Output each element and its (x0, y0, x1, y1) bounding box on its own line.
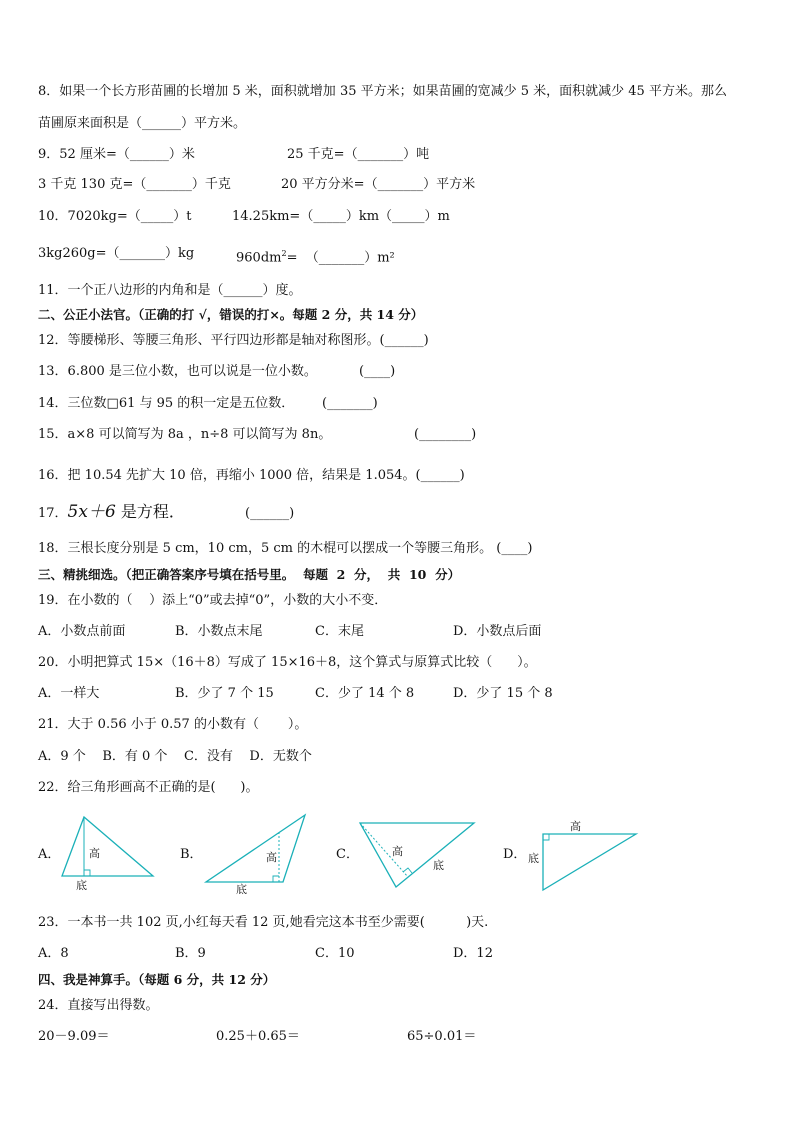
q9-c: 3 千克 130 克=（_______）千克 (38, 177, 231, 192)
section-3-title: 三、精挑细选。（把正确答案序号填在括号里。 每题 2 分， 共 10 分） (38, 567, 461, 582)
section-4-title: 四、我是神算手。（每题 6 分，共 12 分） (38, 972, 276, 987)
q14-blank: (_______) (322, 396, 378, 411)
triangle-labels (76, 819, 581, 896)
triangle-b-height-label: 高 (266, 851, 277, 864)
triangle-c-height-label: 高 (392, 845, 403, 858)
q20-option-b: B．少了 7 个 15 (175, 686, 274, 701)
q17-expression: 5x＋6 (67, 502, 116, 522)
triangle-b-base-label: 底 (236, 883, 247, 896)
q17-num: 17． (38, 506, 68, 521)
q17-text: 是方程． (115, 502, 185, 521)
q15-text: 15．a×8 可以简写为 8a ，n÷8 可以简写为 8n。 (38, 427, 332, 442)
q19-option-c: C．末尾 (315, 624, 364, 639)
triangle-a-height-label: 高 (89, 847, 100, 860)
q9-b: 25 千克=（_______）吨 (287, 147, 430, 162)
q10-c: 3kg260g=（_______）kg (38, 246, 195, 261)
q14-text: 14．三位数□61 与 95 的积一定是五位数． (38, 396, 295, 411)
triangle-c-base-label: 底 (433, 859, 444, 872)
triangle-a-outline (62, 817, 153, 876)
triangle-d-outline (543, 834, 636, 890)
q16: 16．把 10.54 先扩大 10 倍，再缩小 1000 倍，结果是 1.054。(______) (38, 468, 465, 483)
triangle-c (360, 823, 474, 887)
q8-line2: 苗圃原来面积是（______）平方米。 (38, 116, 247, 131)
q24-expr-1: 20－9.09＝ (38, 1029, 110, 1044)
q22-option-d-label: D． (503, 847, 527, 862)
triangle-b-right-angle (273, 876, 279, 882)
triangle-c-right-angle (403, 868, 412, 873)
q19-option-b: B．小数点末尾 (175, 624, 263, 639)
q20-stem: 20．小明把算式 15×（16＋8）写成了 15×16＋8，这个算式与原算式比较（ ）。 (38, 655, 537, 670)
section-2-title: 二、公正小法官。（正确的打 √，错误的打×。每题 2 分，共 14 分） (38, 307, 424, 322)
q11: 11．一个正八边形的内角和是（______）度。 (38, 283, 302, 298)
q10-d-pre: 960dm (236, 250, 282, 266)
q18: 18．三根长度分别是 5 cm，10 cm，5 cm 的木棍可以摆成一个等腰三角形。 (____) (38, 541, 533, 556)
triangle-b (206, 815, 305, 882)
triangle-a (62, 817, 153, 876)
q10-d-post: = （_______）m² (286, 250, 395, 266)
triangle-b-outline (206, 815, 305, 882)
q23-option-a: A．8 (38, 946, 69, 961)
q20-option-a: A．一样大 (38, 686, 100, 701)
triangle-c-outline (360, 823, 474, 887)
triangle-d-right-angle (543, 834, 549, 840)
q22-option-a-label: A． (38, 847, 61, 862)
q20-option-c: C．少了 14 个 8 (315, 686, 415, 701)
q23-option-c: C．10 (315, 946, 355, 961)
q17-blank: (______) (245, 506, 295, 521)
q13-blank: (____) (359, 364, 396, 379)
q20-option-d: D．少了 15 个 8 (453, 686, 553, 701)
q24-expr-3: 65÷0.01＝ (407, 1029, 477, 1044)
q9-a: 9．52 厘米=（______）米 (38, 147, 195, 162)
q22-option-b-label: B． (180, 847, 203, 862)
triangle-d-height-label: 高 (570, 820, 581, 833)
q23-stem: 23．一本书一共 102 页,小红每天看 12 页,她看完这本书至少需要( )天. (38, 915, 489, 930)
q19-option-a: A．小数点前面 (38, 624, 126, 639)
q9-d: 20 平方分米=（_______）平方米 (281, 177, 476, 192)
q24-stem: 24．直接写出得数。 (38, 998, 159, 1013)
triangle-d-base-label: 底 (528, 852, 539, 865)
q10-a: 10．7020kg=（_____）t (38, 209, 192, 224)
q23-option-b: B．9 (175, 946, 206, 961)
triangle-a-base-label: 底 (76, 879, 87, 892)
q22-option-c-label: C． (336, 847, 359, 862)
q8-line1: 8．如果一个长方形苗圃的长增加 5 米，面积就增加 35 平方米；如果苗圃的宽减少 5 米，面积就减少 45 平方米。那么 (38, 84, 727, 99)
triangle-a-right-angle (84, 870, 90, 876)
q22-stem: 22．给三角形画高不正确的是( )。 (38, 780, 259, 795)
q12: 12．等腰梯形、等腰三角形、平行四边形都是轴对称图形。(______) (38, 333, 429, 348)
q10-d-sup: 2 (281, 249, 287, 258)
triangle-d (543, 834, 636, 890)
q19-stem: 19．在小数的（ ）添上“0”或去掉“0”，小数的大小不变． (38, 593, 388, 608)
q21-stem: 21．大于 0.56 小于 0.57 的小数有（ ）。 (38, 717, 308, 732)
q21-options: A．9 个 B．有 0 个 C．没有 D．无数个 (38, 749, 312, 764)
q24-expr-2: 0.25＋0.65＝ (216, 1029, 300, 1044)
q13-text: 13．6.800 是三位小数，也可以说是一位小数。 (38, 364, 317, 379)
q10-b: 14.25km=（_____）km（_____）m (232, 209, 450, 224)
q15-blank: (________) (414, 427, 477, 442)
q19-option-d: D．小数点后面 (453, 624, 542, 639)
q23-option-d: D．12 (453, 946, 493, 961)
